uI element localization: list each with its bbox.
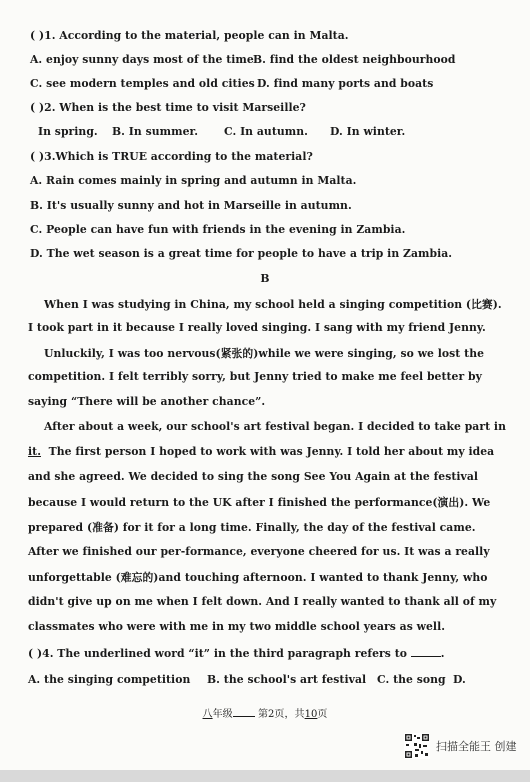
q4-option-c: C. the song: [377, 673, 446, 686]
q4-option-d: D.: [453, 673, 466, 686]
passage-line: because I would return to the UK after I finished the performance(演出). We: [28, 496, 491, 509]
q3-option-a: A. Rain comes mainly in spring and autumn in Malta.: [30, 174, 357, 187]
passage-line: prepared (准备) for it for a long time. Finally, the day of the festival came.: [28, 521, 476, 534]
q3-option-d: D. The wet season is a great time for people to have a trip in Zambia.: [30, 247, 453, 260]
passage-line: classmates who were with me in my two middle school years as well.: [28, 620, 446, 633]
passage-line: unforgettable (难忘的)and touching afternoon. I wanted to thank Jenny, who: [28, 571, 488, 584]
q1-stem: ( )1. According to the material, people can in Malta.: [30, 29, 349, 42]
passage-line: After about a week, our school's art festival began. I decided to take part in: [44, 420, 506, 433]
grade-label: 年级: [212, 709, 233, 720]
q2-option-c: C. In autumn.: [224, 125, 308, 138]
total-pages: 10: [304, 709, 318, 720]
page-suffix: 页: [317, 709, 328, 720]
q3-stem: ( )3.Which is TRUE according to the material?: [30, 150, 313, 163]
passage-line: After we finished our per-formance, everyone cheered for us. It was a really: [28, 545, 490, 558]
passage-line: competition. I felt terribly sorry, but Jenny tried to make me feel better by: [28, 370, 482, 383]
q1-option-b: B. find the oldest neighbourhood: [253, 53, 456, 66]
qr-code-icon: [404, 733, 430, 759]
q1-option-c: C. see modern temples and old cities: [30, 77, 255, 90]
answer-blank: [411, 647, 441, 657]
q3-option-c: C. People can have fun with friends in the evening in Zambia.: [30, 223, 406, 236]
q1-option-d: D. find many ports and boats: [257, 77, 434, 90]
passage-line: and she agreed. We decided to sing the song See You Again at the festival: [28, 470, 479, 483]
q4-stem-text: ( )4. The underlined word “it” in the third paragraph refers to: [28, 647, 411, 660]
q2-stem: ( )2. When is the best time to visit Marseille?: [30, 101, 306, 114]
q4-stem: [28, 647, 445, 660]
q2-option-d: D. In winter.: [330, 125, 406, 138]
underlined-word-it: it.: [28, 445, 41, 458]
q2-option-a: In spring.: [38, 125, 98, 138]
q4-option-b: B. the school's art festival: [207, 673, 367, 686]
passage-line: When I was studying in China, my school held a singing competition (比赛).: [44, 298, 502, 311]
passage-line: I took part in it because I really loved singing. I sang with my friend Jenny.: [28, 321, 486, 334]
q4-stem-end: .: [440, 647, 445, 660]
q4-option-a: A. the singing competition: [28, 673, 191, 686]
page-info: 第2页，共: [257, 709, 305, 720]
page-footer: [0, 705, 530, 720]
grade-number: 八: [202, 709, 213, 720]
passage-line-rest: The first person I hoped to work with was Jenny. I told her about my idea: [41, 445, 495, 458]
passage-line: [28, 445, 494, 458]
footer-blank: [233, 707, 255, 717]
scanner-watermark: 扫描全能王 创建: [436, 740, 517, 753]
q3-option-b: B. It's usually sunny and hot in Marseille in autumn.: [30, 199, 352, 212]
bottom-strip: [0, 770, 530, 782]
passage-line: saying “There will be another chance”.: [28, 395, 266, 408]
section-b-heading: B: [260, 272, 270, 285]
q1-option-a: A. enjoy sunny days most of the time: [30, 53, 254, 66]
passage-line: didn't give up on me when I felt down. And I really wanted to thank all of my: [28, 595, 497, 608]
q2-option-b: B. In summer.: [112, 125, 199, 138]
passage-line: Unluckily, I was too nervous(紧张的)while we were singing, so we lost the: [44, 347, 485, 360]
